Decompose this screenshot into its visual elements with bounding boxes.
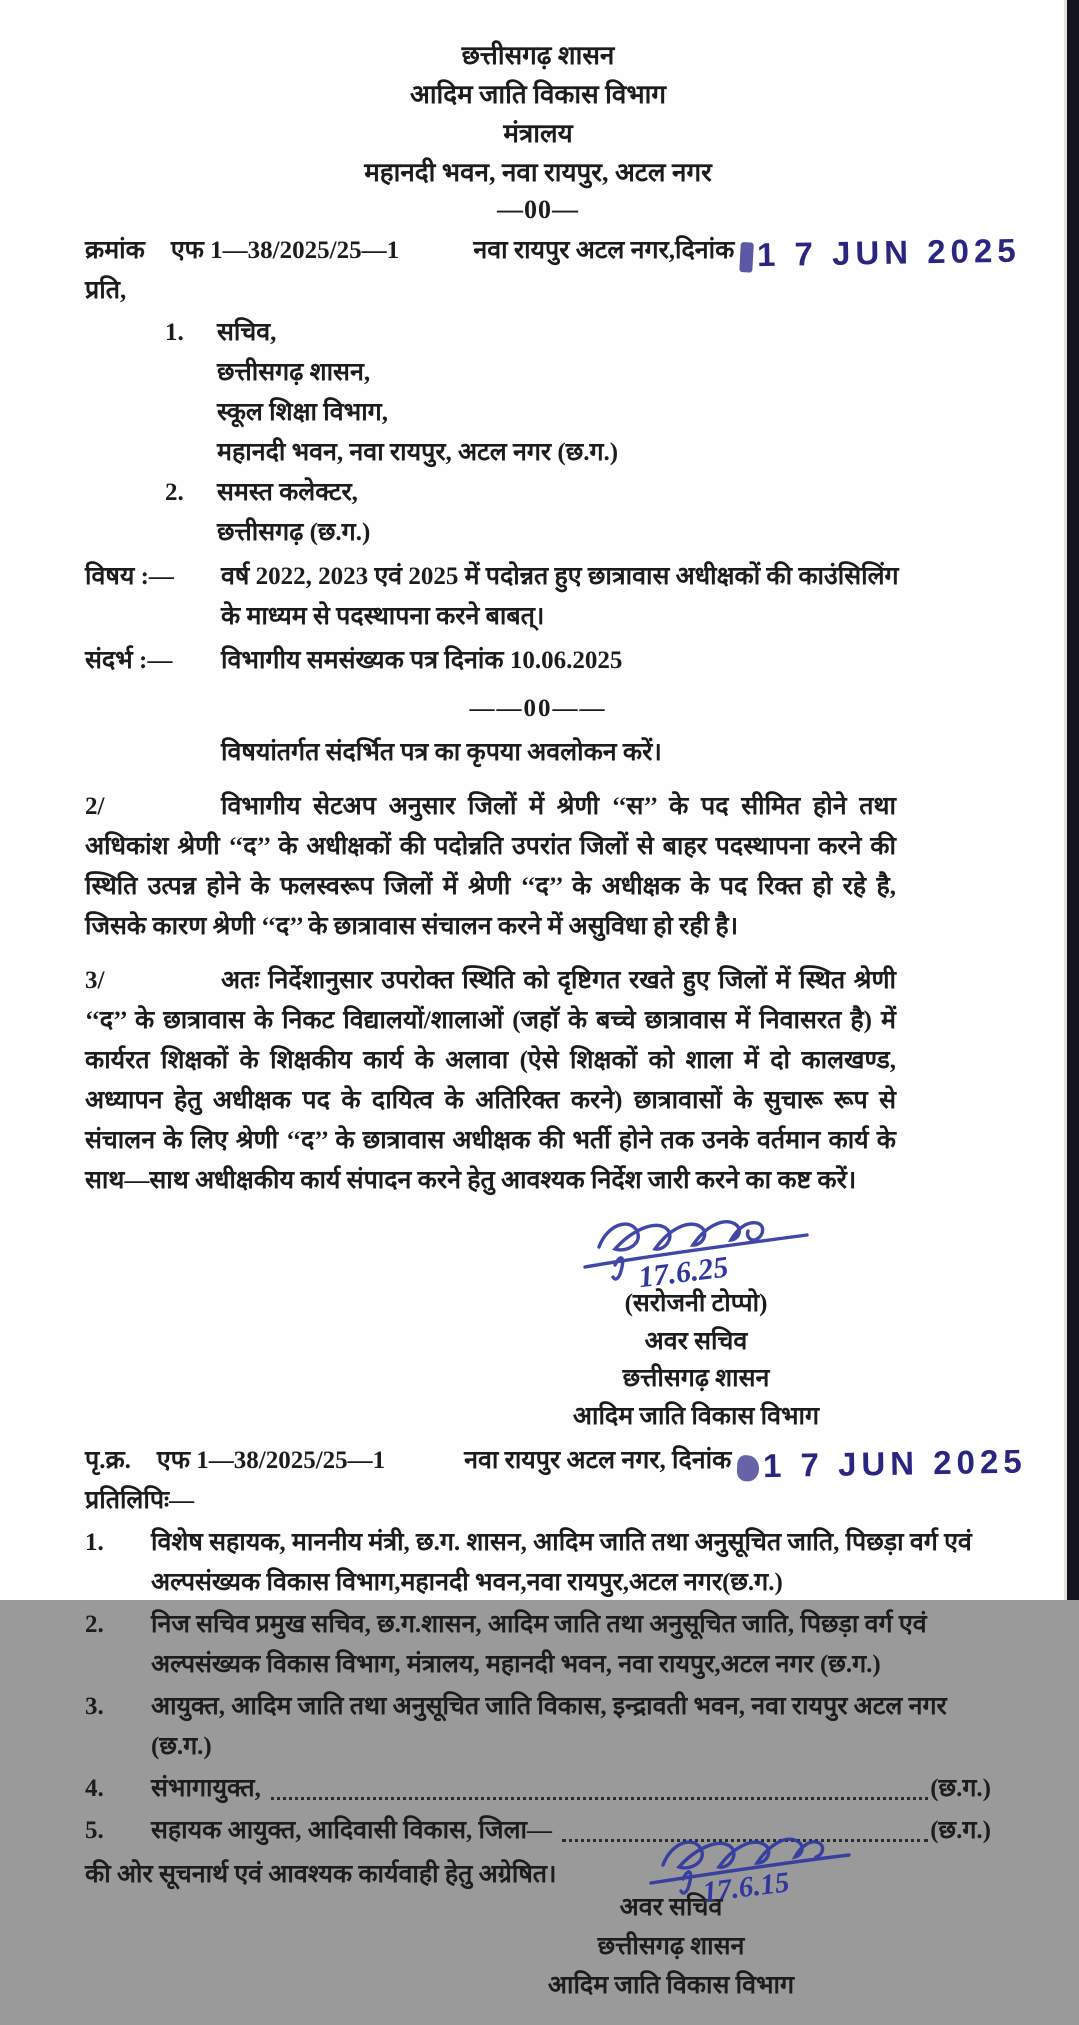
endorsement-row bbox=[85, 1441, 1028, 1484]
paragraph-3-number: 3/ bbox=[85, 967, 105, 995]
addressee-lines bbox=[217, 473, 991, 553]
body-divider: ——00—— bbox=[469, 695, 607, 723]
paragraph-2-text: विभागीय सेटअप अनुसार जिलों में श्रेणी ‘‘स’’ के पद सीमित होने तथा अधिकांश श्रेणी ‘‘द’’ के अधीक्षकों की पदोन्नति उपरांत जिलों से बाहर पदस्थापना करने की स्थिति उत्पन्न होने के फलस्वरूप जिलों में श्रेणी ‘‘द’’ के अधीक्षक के पद रिक्त हो रहे है, जिसके कारण श्रेणी ‘‘द’’ के छात्रावास संचालन करने में असुविधा हो रही है। bbox=[85, 793, 896, 941]
letter-number-value: एफ 1—38/2025/25—1 bbox=[170, 237, 400, 265]
addressee-line: समस्त कलेक्टर, bbox=[217, 479, 358, 507]
signatory-govt: छत्तीसगढ़ शासन bbox=[597, 1932, 745, 1960]
signature-scribble-icon bbox=[643, 1823, 873, 1907]
salutation: प्रति, bbox=[85, 277, 127, 305]
header-divider: —00— bbox=[497, 195, 579, 224]
reference-label: संदर्भ :— bbox=[85, 647, 173, 675]
addressee-list bbox=[85, 313, 991, 553]
date-stamp-2-text: 1 7 JUN 2025 bbox=[763, 1442, 1028, 1484]
copy-number: 3. bbox=[85, 1693, 104, 1721]
copy-item bbox=[85, 1523, 991, 1603]
endorsement-number-word: पृ.क्र. bbox=[85, 1447, 131, 1475]
copy-text: संभागायुक्त, bbox=[151, 1775, 261, 1803]
place-date bbox=[473, 231, 1022, 274]
date-stamp-2 bbox=[737, 1444, 1027, 1482]
copy-heading: प्रतिलिपिः— bbox=[85, 1487, 195, 1515]
endorsement-place-date bbox=[464, 1441, 1028, 1484]
copy-number: 5. bbox=[85, 1817, 104, 1845]
opening-paragraph: विषयांतर्गत संदर्भित पत्र का कृपया अवलोकन करें। bbox=[221, 739, 662, 767]
copy-number: 4. bbox=[85, 1775, 104, 1803]
ink-smudge-icon bbox=[737, 1455, 760, 1482]
addressee-item bbox=[165, 313, 991, 473]
letterhead bbox=[85, 36, 991, 225]
addressee-line: स्कूल शिक्षा विभाग, bbox=[217, 399, 389, 427]
addressee-lines bbox=[217, 313, 991, 473]
place-date-label: नवा रायपुर अटल नगर,दिनांक bbox=[473, 237, 735, 265]
forward-note: की ओर सूचनार्थ एवं आवश्यक कार्यवाही हेतु अग्रेषित। bbox=[85, 1861, 557, 1889]
copy-item bbox=[85, 1605, 991, 1685]
date-stamp-text: 1 7 JUN 2025 bbox=[757, 231, 1022, 274]
paragraph-2-number: 2/ bbox=[85, 793, 105, 821]
endorsement-place-label: नवा रायपुर अटल नगर, दिनांक bbox=[464, 1447, 732, 1475]
scan-edge-shadow bbox=[1067, 0, 1079, 1600]
paragraph-3-text: अतः निर्देशानुसार उपरोक्त स्थिति को दृष्टिगत रखते हुए जिलों में स्थित श्रेणी ‘‘द’’ के छात्रावास के निकट विद्यालयों/शालाओं (जहाॅ के बच्चे छात्रावास में निवासरत है) में कार्यरत शिक्षकों के शिक्षकीय कार्य के अलावा (ऐसे शिक्षकों को शाला में दो कालखण्ड, अध्यापन हेतु अधीक्षक पद के दायित्व के अतिरिक्त करने) छात्रावासों के सुचारू रूप से संचालन के लिए श्रेणी ‘‘द’’ के छात्रावास अधीक्षक की भर्ती होने तक उनके वर्तमान कार्य के साथ—साथ अधीक्षकीय कार्य संपादन करने हेतु आवश्यक निर्देश जारी करने का कष्ट करें। bbox=[85, 967, 896, 1195]
copy-text: आयुक्त, आदिम जाति तथा अनुसूचित जाति विकास, इन्द्रावती भवन, नवा रायपुर अटल नगर (छ.ग.) bbox=[151, 1693, 947, 1761]
addressee-number: 1. bbox=[165, 319, 184, 347]
copy-suffix: (छ.ग.) bbox=[930, 1775, 991, 1803]
subject-row bbox=[85, 557, 991, 637]
addressee-number: 2. bbox=[165, 479, 184, 507]
addressee-line: छत्तीसगढ़ (छ.ग.) bbox=[217, 519, 371, 547]
ink-smudge-icon bbox=[740, 242, 755, 273]
letterhead-government: छत्तीसगढ़ शासन bbox=[461, 41, 615, 70]
addressee-line: सचिव, bbox=[217, 319, 277, 347]
copy-item bbox=[85, 1769, 991, 1809]
copy-text: विशेष सहायक, माननीय मंत्री, छ.ग. शासन, आदिम जाति तथा अनुसूचित जाति, पिछड़ा वर्ग एवं अल्पसंख्यक विकास विभाग,महानदी भवन,नवा रायपुर,अटल नगर(छ.ग.) bbox=[151, 1529, 972, 1597]
signatory-dept: आदिम जाति विकास विभाग bbox=[572, 1402, 820, 1430]
date-stamp bbox=[740, 231, 1022, 274]
copy-list bbox=[85, 1523, 991, 1851]
addressee-item bbox=[165, 473, 991, 553]
subject-label: विषय :— bbox=[85, 563, 174, 591]
endorsement-number bbox=[85, 1441, 385, 1481]
signature-scribble-icon bbox=[571, 1207, 821, 1293]
signature-block-1 bbox=[506, 1207, 886, 1435]
letter-number bbox=[85, 231, 399, 271]
addressee-line: महानदी भवन, नवा रायपुर, अटल नगर (छ.ग.) bbox=[217, 439, 619, 467]
signatory-post: अवर सचिव bbox=[644, 1327, 748, 1355]
addressee-line: छत्तीसगढ़ शासन, bbox=[217, 359, 371, 387]
copy-suffix: (छ.ग.) bbox=[930, 1817, 991, 1845]
dotted-leader bbox=[271, 1797, 928, 1800]
letterhead-department: आदिम जाति विकास विभाग bbox=[409, 80, 667, 109]
signatory-govt: छत्तीसगढ़ शासन bbox=[622, 1365, 770, 1393]
letter-number-word: क्रमांक bbox=[85, 237, 145, 265]
copy-text: सहायक आयुक्त, आदिवासी विकास, जिला— bbox=[151, 1817, 553, 1845]
reference-text: विभागीय समसंख्यक पत्र दिनांक 10.06.2025 bbox=[221, 647, 623, 675]
copy-leader-line bbox=[151, 1769, 991, 1809]
signature-handwritten-date: 17.6.25 bbox=[636, 1250, 731, 1295]
copy-text: निज सचिव प्रमुख सचिव, छ.ग.शासन, आदिम जाति तथा अनुसूचित जाति, पिछड़ा वर्ग एवं अल्पसंख्यक विकास विभाग, मंत्रालय, महानदी भवन, नवा रायपुर,अटल नगर (छ.ग.) bbox=[151, 1611, 927, 1679]
signatory-post: अवर सचिव bbox=[619, 1894, 723, 1922]
endorsement-number-value: एफ 1—38/2025/25—1 bbox=[156, 1447, 386, 1475]
paragraph-3 bbox=[85, 961, 896, 1201]
letterhead-ministry: मंत्रालय bbox=[503, 119, 573, 148]
paragraph-2 bbox=[85, 787, 896, 947]
copy-number: 2. bbox=[85, 1611, 104, 1639]
copy-item bbox=[85, 1687, 991, 1767]
letterhead-address: महानदी भवन, नवा रायपुर, अटल नगर bbox=[364, 158, 712, 187]
signature-handwritten-date: 17.6.15 bbox=[700, 1866, 792, 1909]
subject-text: वर्ष 2022, 2023 एवं 2025 में पदोन्नत हुए छात्रावास अधीक्षकों की काउंसिलिंग के माध्यम से पदस्थापना करने बाबत्। bbox=[221, 563, 899, 631]
signatory-name: (सरोजनी टोप्पो) bbox=[624, 1290, 768, 1318]
signatory-dept: आदिम जाति विकास विभाग bbox=[547, 1971, 795, 1999]
reference-line-row bbox=[85, 641, 991, 681]
reference-row bbox=[85, 231, 1022, 274]
copy-number: 1. bbox=[85, 1529, 104, 1557]
